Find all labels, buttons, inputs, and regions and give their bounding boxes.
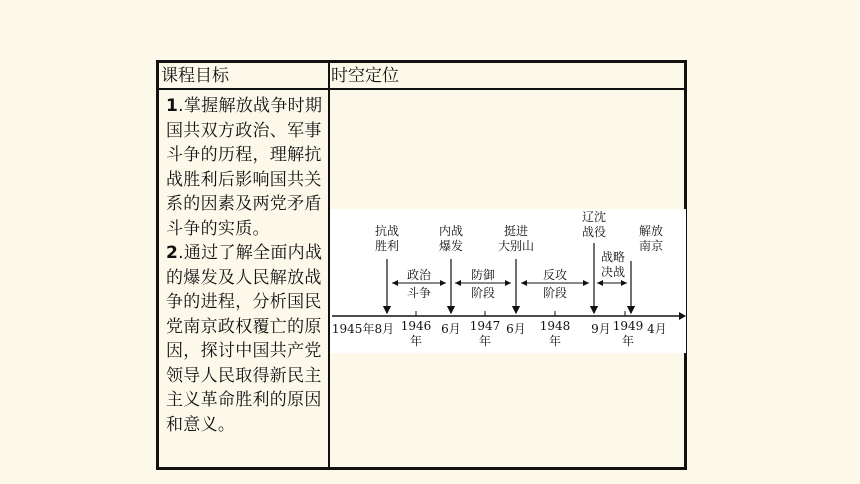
timeline-figure xyxy=(330,209,686,353)
date-sept-1948: 9月 xyxy=(591,322,611,336)
event-label-jiefang-1: 解放 xyxy=(638,224,664,238)
date-1949-nian: 年 xyxy=(621,334,635,348)
event-label-liaoshen-1: 辽沈 xyxy=(581,210,607,224)
stage-label-fangong-2: 阶段 xyxy=(542,286,568,300)
stage-label-zhengzhi-2: 斗争 xyxy=(406,286,432,300)
event-label-neizhan-2: 爆发 xyxy=(438,239,464,253)
event-label-neizhan-1: 内战 xyxy=(438,224,464,238)
event-label-tingjin-1: 挺进 xyxy=(503,224,529,238)
stage-label-zhanlue-1: 战略 xyxy=(600,250,626,264)
stage-label-fangyu-2: 阶段 xyxy=(470,286,496,300)
goal-1-text: .掌握解放战争时期国共双方政治、军事斗争的历程，理解抗战胜利后影响国共关系的因素及两党矛盾斗争的实质。 xyxy=(166,96,323,239)
date-1949: 1949 xyxy=(612,319,644,333)
event-label-kangzhan-1: 抗战 xyxy=(374,224,400,238)
date-june-1946: 6月 xyxy=(441,322,461,336)
timeline-svg xyxy=(330,209,686,353)
stage-label-fangong-1: 反攻 xyxy=(542,268,568,282)
header-course-goal: 课程目标 xyxy=(161,66,229,86)
date-1946: 1946 xyxy=(400,319,432,333)
goal-2-text: .通过了解全面内战的爆发及人民解放战争的进程，分析国民党南京政权覆亡的原因，探讨中国共产党领导人民取得新民主主义革命胜利的原因和意义。 xyxy=(166,243,323,435)
course-table xyxy=(156,60,687,470)
event-label-jiefang-2: 南京 xyxy=(638,239,664,253)
stage-label-fangyu-1: 防御 xyxy=(470,268,496,282)
goal-2-number: 2 xyxy=(166,243,179,263)
goal-2 xyxy=(166,241,325,437)
date-april-1949: 4月 xyxy=(647,322,667,336)
header-spacetime-position: 时空定位 xyxy=(331,66,399,86)
date-1945-aug: 1945年8月 xyxy=(331,322,395,336)
date-1948: 1948 xyxy=(539,319,571,333)
event-label-liaoshen-2: 战役 xyxy=(581,225,607,239)
course-goals-text xyxy=(166,94,325,437)
header-divider xyxy=(159,88,684,90)
date-1947-nian: 年 xyxy=(478,334,492,348)
goal-1-number: 1 xyxy=(166,96,179,116)
timeline-axis-arrow-icon xyxy=(679,312,686,320)
goal-1 xyxy=(166,94,325,241)
event-label-kangzhan-2: 胜利 xyxy=(374,239,400,253)
date-june-1947: 6月 xyxy=(506,322,526,336)
stage-label-zhengzhi-1: 政治 xyxy=(406,268,432,282)
stage-label-zhanlue-2: 决战 xyxy=(600,265,626,279)
date-1947: 1947 xyxy=(469,319,501,333)
event-label-tingjin-2: 大别山 xyxy=(497,239,535,253)
date-1946-nian: 年 xyxy=(409,334,423,348)
date-1948-nian: 年 xyxy=(548,334,562,348)
